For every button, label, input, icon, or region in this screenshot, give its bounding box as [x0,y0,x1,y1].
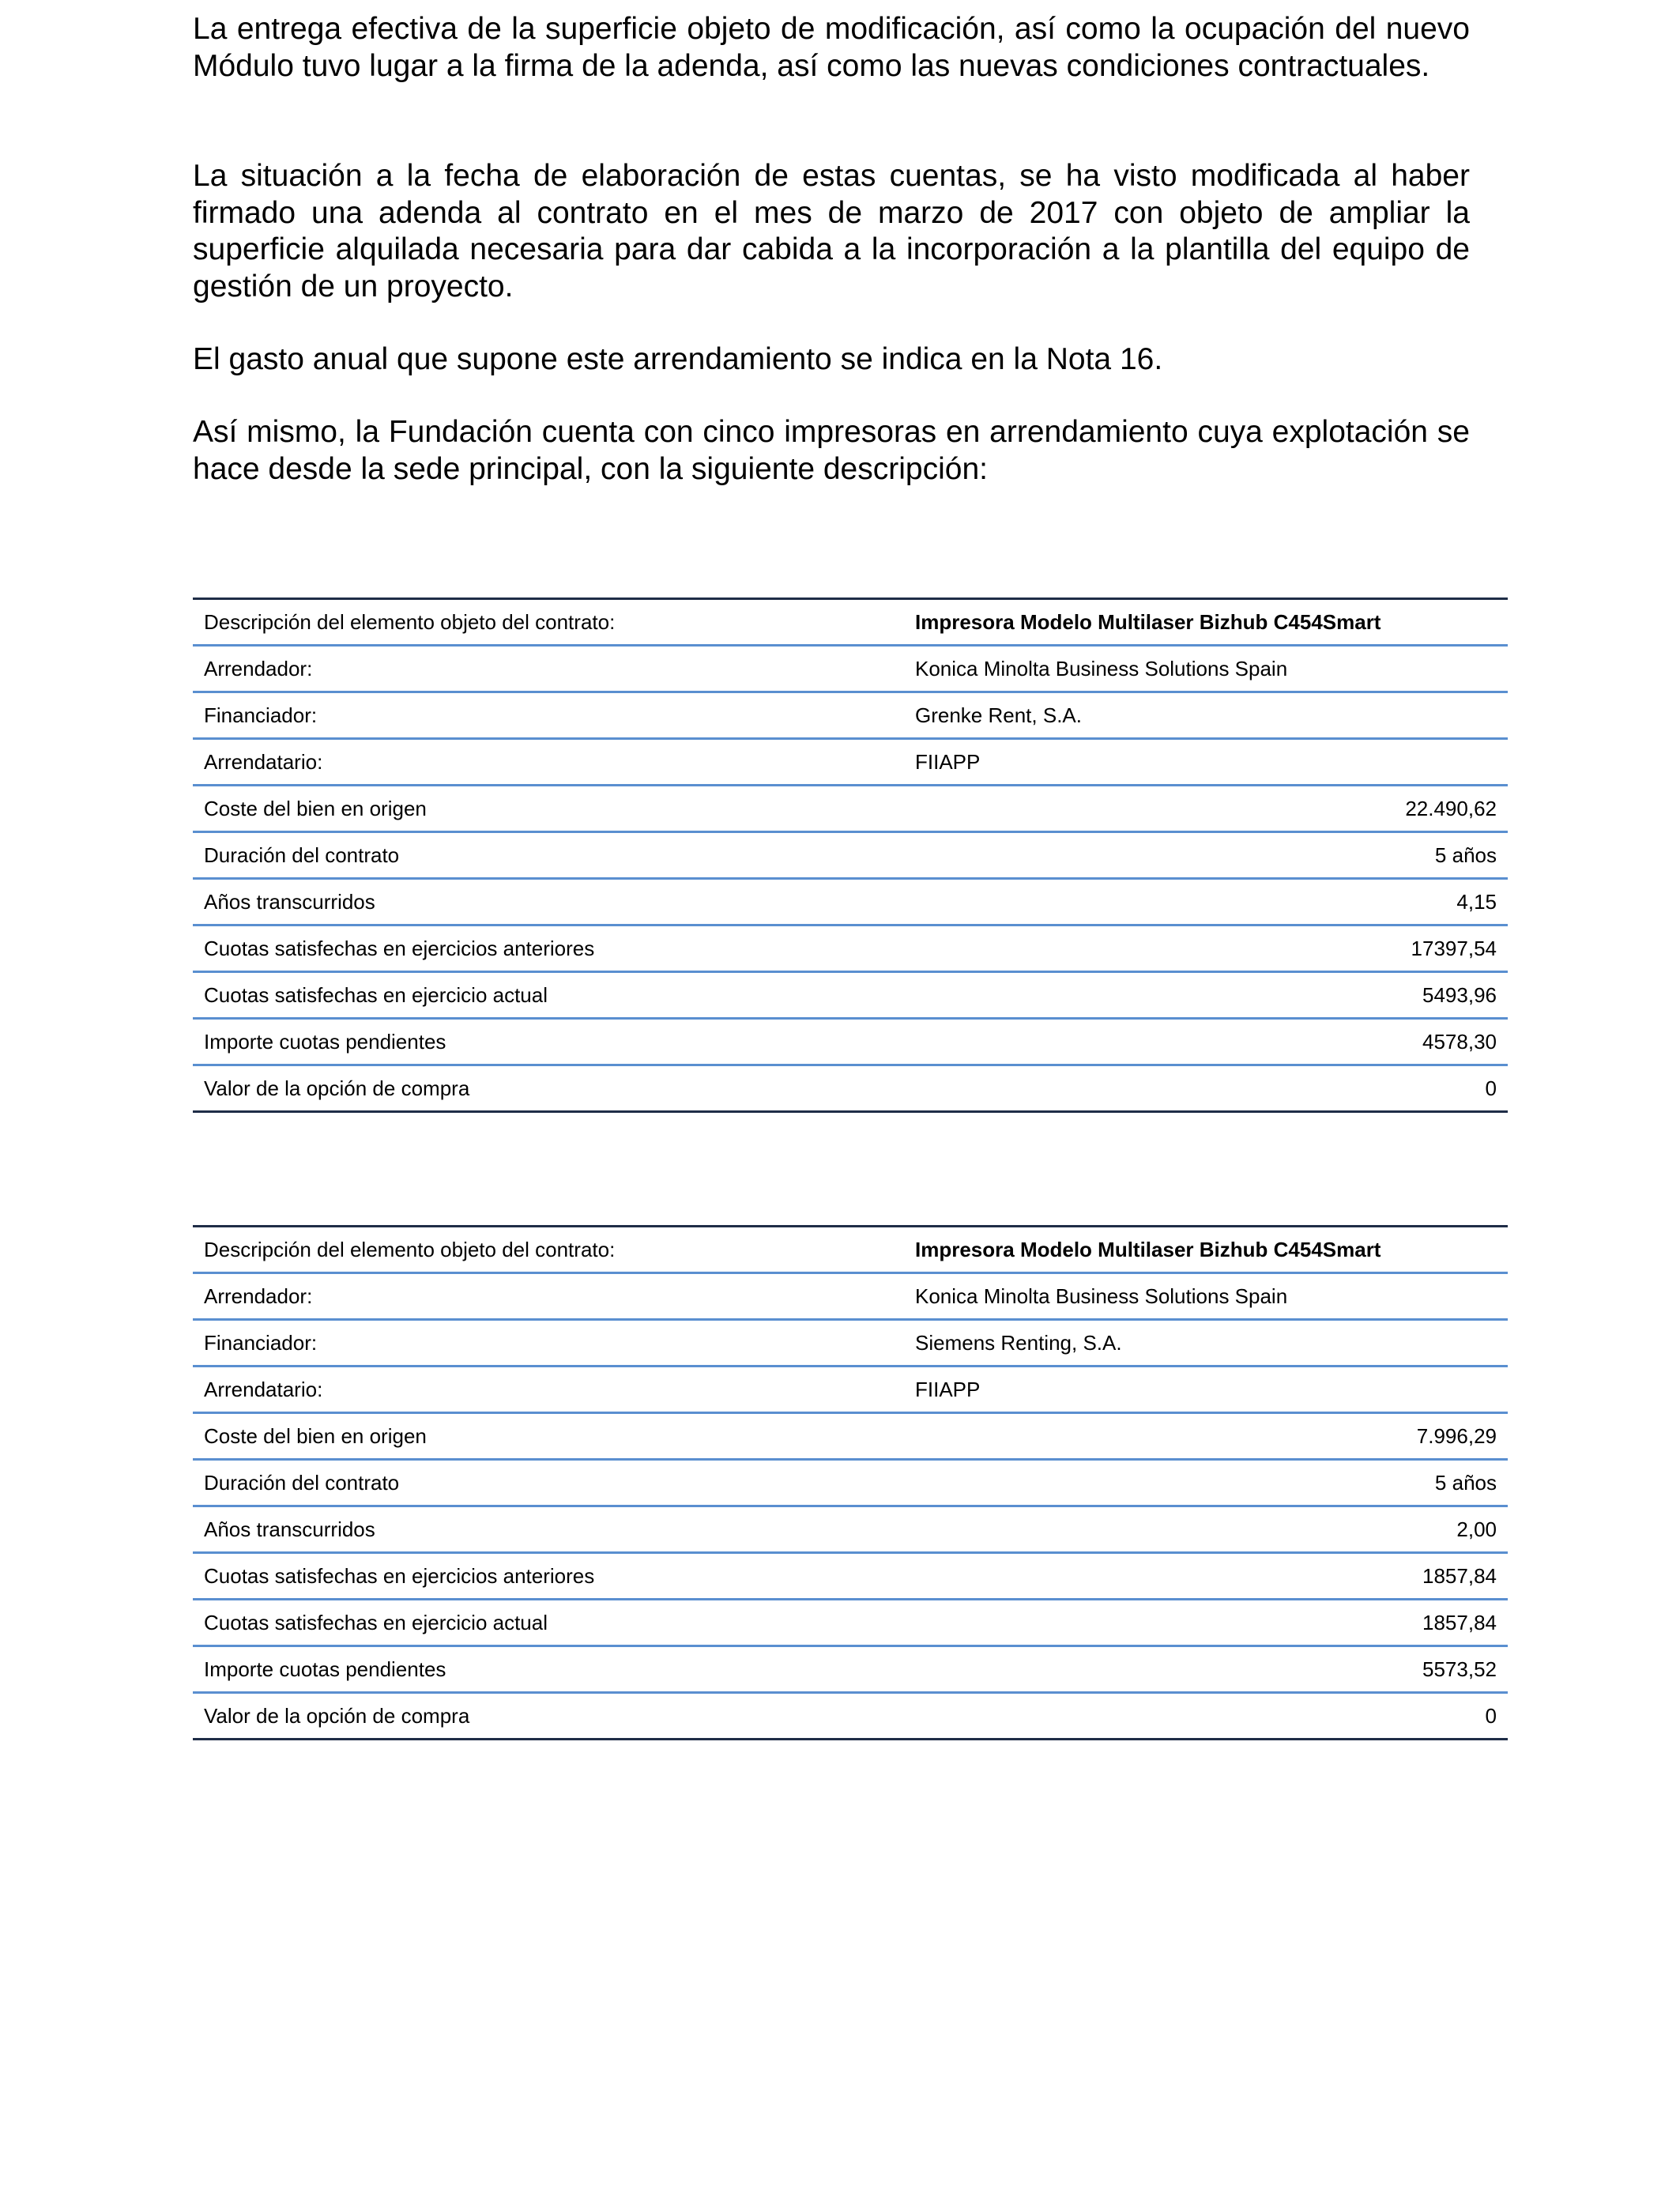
row-value: Siemens Renting, S.A. [904,1320,1508,1367]
table-row [193,1693,1508,1740]
row-value: 4,15 [904,879,1508,925]
row-value: 0 [1485,1076,1497,1100]
row-label: Arrendatario: [193,1367,904,1413]
table-row [193,1413,1508,1460]
row-value: Impresora Modelo Multilaser Bizhub C454Smart [904,599,1508,646]
row-label: Importe cuotas pendientes [193,1019,904,1065]
table-row [193,599,1508,646]
row-label: Cuotas satisfechas en ejercicio actual [193,972,904,1019]
table-row [193,925,1508,972]
row-label: Financiador: [193,1320,904,1367]
row-value: 5573,52 [904,1646,1508,1693]
table-row [193,1065,1508,1112]
row-value: Konica Minolta Business Solutions Spain [904,646,1508,692]
row-value: 5 años [904,832,1508,879]
table-row [193,832,1508,879]
row-value: 17397,54 [904,925,1508,972]
paragraph-printers: Así mismo, la Fundación cuenta con cinco impresoras en arrendamiento cuya explotación se hace desde la sede principal, con la siguiente descripción: [193,415,1470,486]
table-row [193,1553,1508,1600]
table-row [193,1019,1508,1065]
row-label: Descripción del elemento objeto del contrato: [193,599,904,646]
lease-table-siemens [193,1225,1508,1740]
table-row [193,879,1508,925]
row-value: 22.490,62 [904,786,1508,832]
row-label: Cuotas satisfechas en ejercicio actual [193,1600,904,1646]
row-label: Duración del contrato [193,832,904,879]
row-label: Cuotas satisfechas en ejercicios anteriores [193,1553,904,1600]
row-label: Valor de la opción de compra [204,1703,470,1728]
row-value: 5 años [904,1460,1508,1506]
table-row [193,1273,1508,1320]
table-row [193,1600,1508,1646]
row-value: Impresora Modelo Multilaser Bizhub C454Smart [904,1227,1508,1273]
table-row [193,646,1508,692]
row-value: 2,00 [904,1506,1508,1553]
row-value: 5493,96 [904,972,1508,1019]
table-row [193,972,1508,1019]
table-row [193,1367,1508,1413]
row-label: Valor de la opción de compra [204,1076,470,1100]
row-value: FIIAPP [904,1367,1508,1413]
row-label: Cuotas satisfechas en ejercicios anteriores [193,925,904,972]
table-row [193,786,1508,832]
row-value: 7.996,29 [904,1413,1508,1460]
table-row [193,1227,1508,1273]
row-value: 0 [1485,1703,1497,1728]
row-value: FIIAPP [904,739,1508,786]
lease-table-grenke [193,598,1508,1113]
row-label: Coste del bien en origen [193,786,904,832]
row-label: Financiador: [193,692,904,739]
row-value: Konica Minolta Business Solutions Spain [904,1273,1508,1320]
row-value: 1857,84 [904,1600,1508,1646]
table-row [193,739,1508,786]
table-row [193,692,1508,739]
table-row [193,1320,1508,1367]
row-label: Años transcurridos [193,1506,904,1553]
row-label: Coste del bien en origen [193,1413,904,1460]
table-row [193,1460,1508,1506]
row-label: Descripción del elemento objeto del contrato: [193,1227,904,1273]
row-label: Importe cuotas pendientes [193,1646,904,1693]
table-row [193,1506,1508,1553]
row-label: Arrendador: [193,1273,904,1320]
row-label: Años transcurridos [193,879,904,925]
row-label: Duración del contrato [193,1460,904,1506]
row-label: Arrendador: [193,646,904,692]
row-label: Arrendatario: [193,739,904,786]
paragraph-situation: La situación a la fecha de elaboración de estas cuentas, se ha visto modificada al haber firmado una adenda al contrato en el mes de marzo de 2017 con objeto de ampliar la superficie alquilada necesaria para dar cabida a la incorporación a la plantilla del equipo de gestión de un proyecto. [193,159,1470,303]
row-value: 4578,30 [904,1019,1508,1065]
paragraph-delivery: La entrega efectiva de la superficie objeto de modificación, así como la ocupación del nuevo Módulo tuvo lugar a la firma de la adenda, así como las nuevas condiciones contractuales. [193,12,1470,83]
table-row [193,1646,1508,1693]
paragraph-annual-expense: El gasto anual que supone este arrendamiento se indica en la Nota 16. [193,342,1163,376]
row-value: 1857,84 [904,1553,1508,1600]
row-value: Grenke Rent, S.A. [904,692,1508,739]
